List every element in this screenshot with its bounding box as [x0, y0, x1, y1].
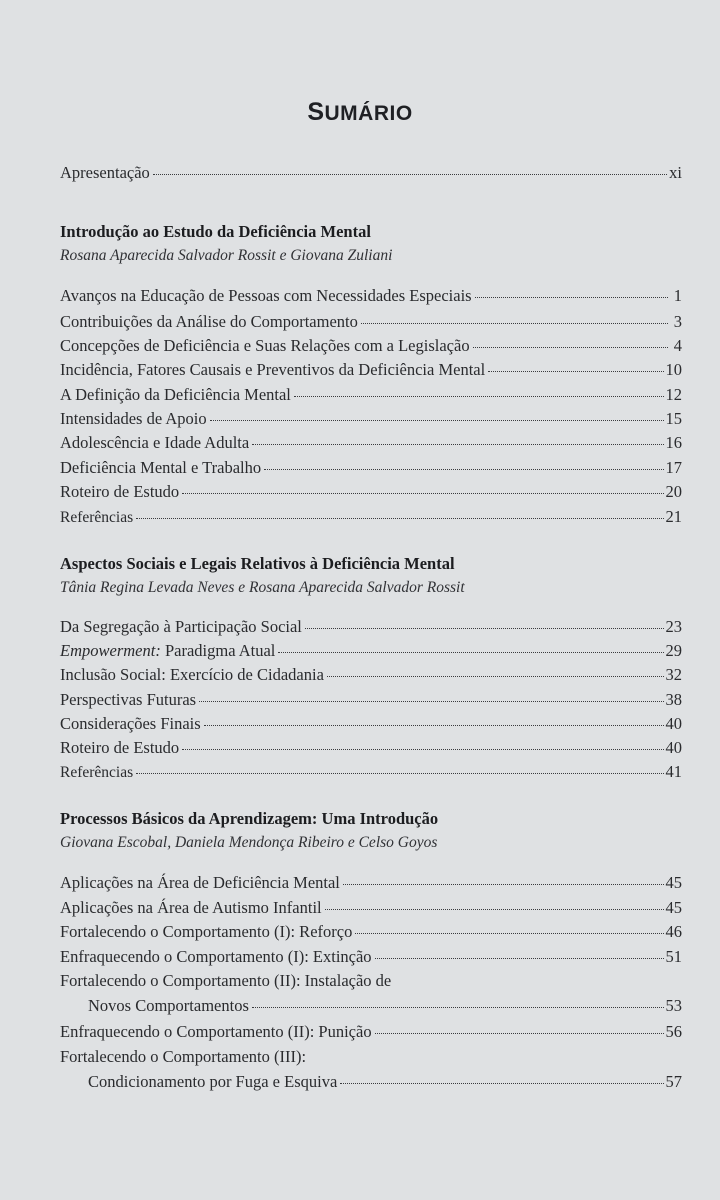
toc-entry[interactable]: Perspectivas Futuras 38	[60, 690, 682, 709]
toc-entry[interactable]: Considerações Finais 40	[60, 714, 682, 733]
toc-entry[interactable]: Avanços na Educação de Pessoas com Necessidades Especiais 1	[60, 286, 682, 305]
toc-entry[interactable]: Roteiro de Estudo 20	[60, 482, 682, 501]
toc-entry[interactable]: Aplicações na Área de Autismo Infantil 45	[60, 898, 682, 917]
leader-dots	[153, 174, 667, 175]
toc-entry-references[interactable]: Referências 21	[60, 507, 682, 526]
leader-dots	[210, 420, 664, 421]
chapter-title: Introdução ao Estudo da Deficiência Mental	[60, 222, 371, 241]
toc-entry[interactable]: Contribuições da Análise do Comportamento 3	[60, 312, 682, 331]
toc-entry[interactable]: Deficiência Mental e Trabalho 17	[60, 458, 682, 477]
leader-dots	[327, 676, 664, 677]
leader-dots	[136, 773, 663, 774]
toc-entry-apresentacao[interactable]: Apresentação xi	[60, 163, 682, 182]
toc-entry[interactable]: Roteiro de Estudo 40	[60, 738, 682, 757]
chapter-authors: Giovana Escobal, Daniela Mendonça Ribeiro e Celso Goyos	[60, 834, 438, 851]
toc-entry[interactable]: Incidência, Fatores Causais e Preventivos da Deficiência Mental 10	[60, 360, 682, 379]
leader-dots	[204, 725, 664, 726]
toc-entry[interactable]: A Definição da Deficiência Mental 12	[60, 385, 682, 404]
toc-entry[interactable]: Da Segregação à Participação Social 23	[60, 617, 682, 636]
leader-dots	[473, 347, 668, 348]
toc-entry-references[interactable]: Referências 41	[60, 762, 682, 781]
leader-dots	[475, 297, 668, 298]
leader-dots	[252, 1007, 664, 1008]
toc-entry[interactable]: Aplicações na Área de Deficiência Mental 45	[60, 873, 682, 892]
leader-dots	[182, 749, 663, 750]
toc-entry[interactable]: Enfraquecendo o Comportamento (II): Punição 56	[60, 1022, 682, 1041]
leader-dots	[361, 323, 668, 324]
leader-dots	[136, 518, 663, 519]
leader-dots	[278, 652, 663, 653]
toc-entry[interactable]: Condicionamento por Fuga e Esquiva 57	[88, 1072, 682, 1091]
toc-entry[interactable]: Concepções de Deficiência e Suas Relações com a Legislação 4	[60, 336, 682, 355]
chapter-title: Aspectos Sociais e Legais Relativos à Deficiência Mental	[60, 554, 455, 573]
toc-entry[interactable]: Novos Comportamentos 53	[88, 996, 682, 1015]
chapter-title: Processos Básicos da Aprendizagem: Uma Introdução	[60, 809, 439, 828]
page-title: SUMÁRIO	[307, 98, 413, 126]
toc-entry[interactable]: Fortalecendo o Comportamento (I): Reforço 46	[60, 922, 682, 941]
leader-dots	[343, 884, 664, 885]
leader-dots	[264, 469, 663, 470]
leader-dots	[375, 958, 664, 959]
toc-entry-line[interactable]: Fortalecendo o Comportamento (III):	[60, 1047, 307, 1066]
leader-dots	[199, 701, 663, 702]
toc-entry[interactable]: Inclusão Social: Exercício de Cidadania 32	[60, 665, 682, 684]
toc-entry[interactable]: Intensidades de Apoio 15	[60, 409, 682, 428]
leader-dots	[252, 444, 663, 445]
leader-dots	[488, 371, 663, 372]
toc-entry-line[interactable]: Fortalecendo o Comportamento (II): Instalação de	[60, 971, 392, 990]
leader-dots	[305, 628, 664, 629]
leader-dots	[340, 1083, 663, 1084]
leader-dots	[355, 933, 663, 934]
chapter-authors: Rosana Aparecida Salvador Rossit e Giovana Zuliani	[60, 247, 393, 264]
leader-dots	[325, 909, 664, 910]
leader-dots	[294, 396, 664, 397]
toc-entry[interactable]: Enfraquecendo o Comportamento (I): Extinção 51	[60, 947, 682, 966]
leader-dots	[182, 493, 663, 494]
toc-entry[interactable]: Empowerment: Paradigma Atual 29	[60, 641, 682, 660]
toc-entry[interactable]: Adolescência e Idade Adulta 16	[60, 433, 682, 452]
leader-dots	[375, 1033, 664, 1034]
chapter-authors: Tânia Regina Levada Neves e Rosana Aparecida Salvador Rossit	[60, 579, 465, 596]
